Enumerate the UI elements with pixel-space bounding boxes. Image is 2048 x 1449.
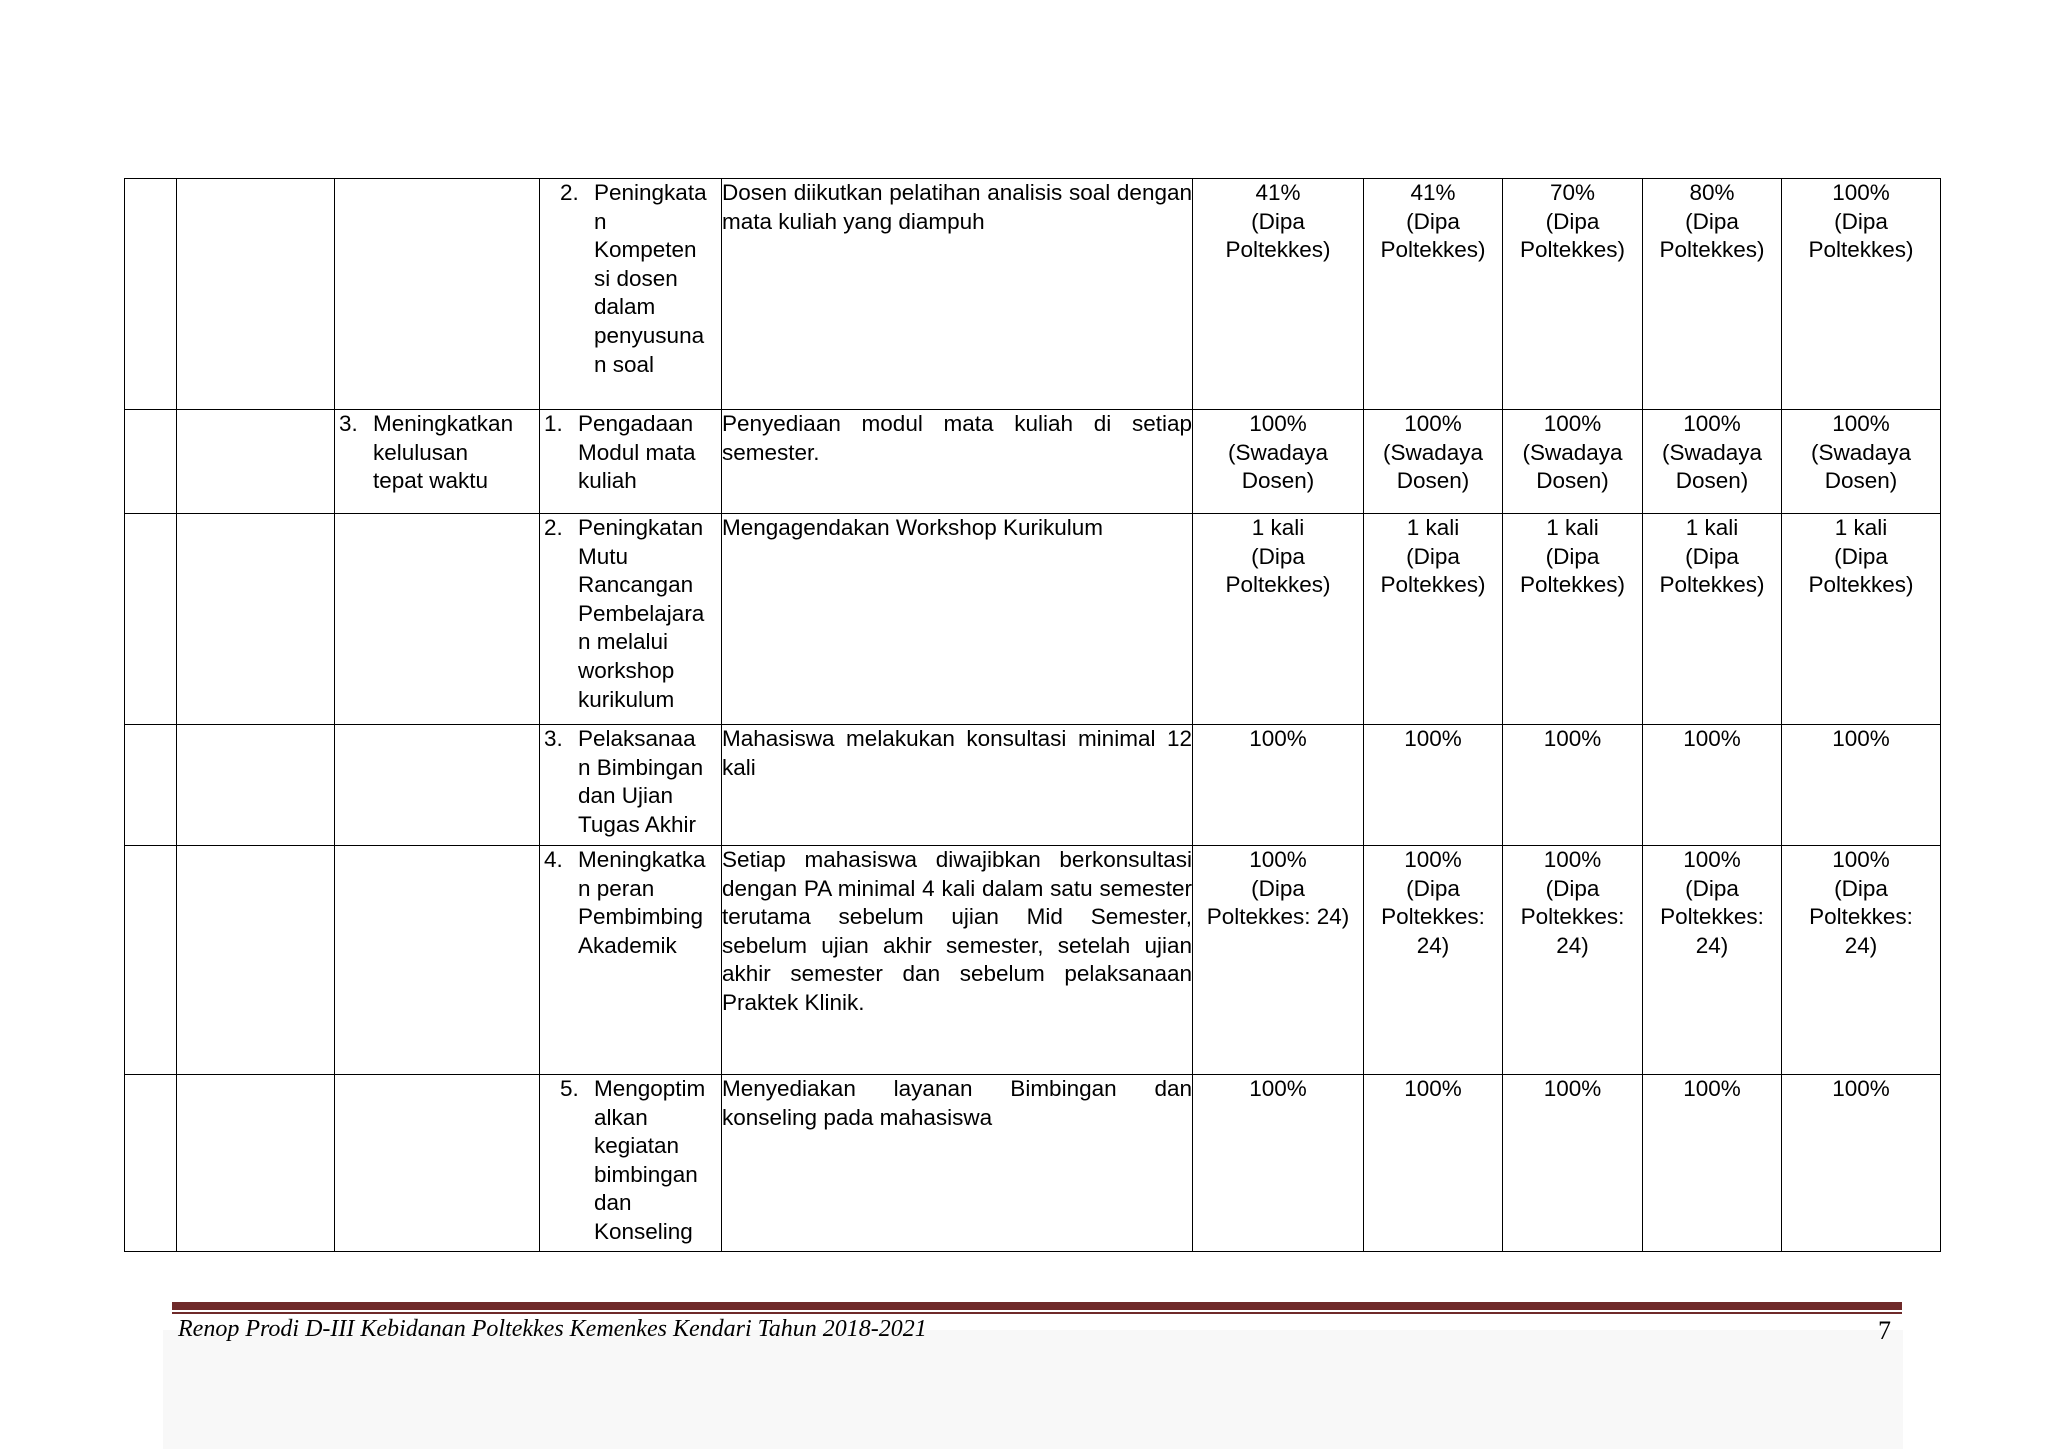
target-line: 100% bbox=[1683, 726, 1741, 751]
target-line: 24) bbox=[1695, 932, 1729, 958]
target-year-4-cell bbox=[1643, 410, 1782, 514]
target-line: Poltekkes: bbox=[1660, 904, 1764, 930]
program-text-line: Peningkata bbox=[594, 180, 707, 205]
program-text-line: Pelaksanaa bbox=[578, 726, 696, 751]
target-year-2-cell bbox=[1364, 514, 1503, 725]
target-year-1-cell bbox=[1193, 846, 1364, 1075]
footer-rule bbox=[172, 1302, 1902, 1310]
target-year-4-cell bbox=[1643, 514, 1782, 725]
target-line: 24) bbox=[1556, 932, 1589, 958]
target-year-3-cell bbox=[1503, 179, 1643, 410]
target-line: (Dipa bbox=[1834, 543, 1888, 569]
target-line: (Swadaya bbox=[1522, 439, 1623, 465]
program-text-line: n soal bbox=[594, 351, 655, 377]
target-line: 41% bbox=[1410, 180, 1456, 205]
target-line: 100% bbox=[1404, 847, 1462, 872]
program-text-line: kuliah bbox=[578, 468, 637, 494]
program-text-line: bimbingan bbox=[594, 1161, 698, 1187]
program-text-line: kegiatan bbox=[594, 1133, 680, 1159]
target-year-2-cell bbox=[1364, 179, 1503, 410]
target-line: 100% bbox=[1543, 1076, 1602, 1101]
program-text-line: Pembimbing bbox=[578, 904, 704, 930]
program-cell bbox=[540, 725, 722, 846]
target-line: 24) bbox=[1416, 932, 1450, 958]
no-cell bbox=[125, 514, 177, 725]
table-row bbox=[125, 846, 1941, 1075]
target-line: Poltekkes) bbox=[1519, 572, 1626, 598]
target-line: 100% bbox=[1832, 847, 1890, 872]
target-year-5-cell bbox=[1782, 846, 1941, 1075]
table-row bbox=[125, 410, 1941, 514]
program-text-line: kurikulum bbox=[578, 686, 675, 712]
no-cell bbox=[125, 179, 177, 410]
target-line: 100% bbox=[1249, 847, 1307, 872]
target-line: (Swadaya bbox=[1382, 439, 1484, 465]
target-year-3-cell bbox=[1503, 514, 1643, 725]
target-line: 100% bbox=[1404, 1076, 1462, 1101]
program-cell bbox=[540, 410, 722, 514]
program-text-line: Konseling bbox=[594, 1218, 693, 1244]
target-year-3-cell bbox=[1503, 1075, 1643, 1252]
target-line: Poltekkes) bbox=[1225, 237, 1331, 263]
target-line: Poltekkes) bbox=[1225, 572, 1331, 598]
target-line: 100% bbox=[1832, 180, 1890, 205]
target-line: (Dipa bbox=[1834, 208, 1888, 234]
target-line: 1 kali bbox=[1685, 515, 1739, 540]
target-line: 100% bbox=[1249, 726, 1307, 751]
target-line: (Dipa bbox=[1251, 543, 1305, 569]
target-line: 100% bbox=[1404, 411, 1462, 436]
activity-cell: Mengagendakan Workshop Kurikulum bbox=[722, 514, 1193, 725]
target-line: Dosen) bbox=[1824, 468, 1898, 494]
goal-cell bbox=[335, 514, 540, 725]
program-text-line: workshop bbox=[578, 657, 675, 683]
strategy-cell bbox=[177, 179, 335, 410]
target-year-1-cell bbox=[1193, 179, 1364, 410]
target-line: 100% bbox=[1832, 1076, 1890, 1101]
target-year-4-cell bbox=[1643, 1075, 1782, 1252]
target-line: (Dipa bbox=[1406, 208, 1460, 234]
target-year-4-cell bbox=[1643, 846, 1782, 1075]
target-year-2-cell bbox=[1364, 410, 1503, 514]
program-text-line: n melalui bbox=[578, 629, 669, 655]
program-text-line: Meningkatka bbox=[578, 847, 706, 872]
renop-table bbox=[124, 178, 1941, 1252]
program-text-line: Rancangan bbox=[578, 572, 694, 598]
no-cell bbox=[125, 725, 177, 846]
program-text-line: Pengadaan bbox=[578, 411, 694, 436]
target-year-5-cell bbox=[1782, 725, 1941, 846]
program-cell bbox=[540, 846, 722, 1075]
footer-text: Renop Prodi D-III Kebidanan Poltekkes Kemenkes Kendari Tahun 2018-2021 bbox=[178, 1316, 927, 1342]
target-line: Poltekkes: bbox=[1381, 904, 1485, 930]
program-text-line: si dosen bbox=[594, 265, 678, 291]
target-line: Dosen) bbox=[1536, 468, 1609, 494]
activity-cell: Menyediakan layanan Bimbingan dan konseling pada mahasiswa bbox=[722, 1075, 1193, 1252]
target-line: (Dipa bbox=[1545, 875, 1600, 901]
target-line: Poltekkes: bbox=[1809, 904, 1913, 930]
program-number: 4. bbox=[544, 847, 563, 872]
target-line: Dosen) bbox=[1396, 468, 1470, 494]
program-text-line: dan Ujian bbox=[578, 783, 674, 809]
program-text-line: Peningkatan bbox=[578, 515, 704, 540]
target-line: Poltekkes) bbox=[1808, 572, 1914, 598]
activity-cell: Setiap mahasiswa diwajibkan berkonsultasi dengan PA minimal 4 kali dalam satu semester terutama sebelum ujian Mid Semester, sebelum ujian akhir semester, setelah ujian akhir semester dan sebelum pelaksanaan Praktek Klinik. bbox=[722, 846, 1193, 1075]
program-number: 3. bbox=[544, 726, 563, 751]
program-text-line: dan bbox=[594, 1190, 632, 1216]
target-line: 100% bbox=[1543, 411, 1602, 436]
program-text-line: Akademik bbox=[578, 932, 677, 958]
program-number: 2. bbox=[560, 180, 579, 205]
target-line: 1 kali bbox=[1251, 515, 1305, 540]
program-text-line: n Bimbingan bbox=[578, 754, 704, 780]
program-text-line: Kompeten bbox=[594, 237, 697, 263]
target-year-4-cell bbox=[1643, 725, 1782, 846]
target-year-5-cell bbox=[1782, 1075, 1941, 1252]
target-year-3-cell bbox=[1503, 410, 1643, 514]
target-line: (Dipa bbox=[1545, 543, 1600, 569]
strategy-cell bbox=[177, 410, 335, 514]
target-line: 100% bbox=[1404, 726, 1462, 751]
target-line: (Dipa bbox=[1251, 208, 1305, 234]
target-line: Poltekkes) bbox=[1808, 237, 1914, 263]
program-text-line: penyusuna bbox=[594, 322, 705, 348]
program-number: 1. bbox=[544, 411, 563, 436]
target-line: Poltekkes: 24) bbox=[1206, 904, 1350, 930]
target-line: 1 kali bbox=[1406, 515, 1460, 540]
target-line: 100% bbox=[1683, 847, 1741, 872]
target-line: 1 kali bbox=[1834, 515, 1888, 540]
page-number: 7 bbox=[1878, 1316, 1891, 1345]
goal-cell bbox=[335, 725, 540, 846]
footer-rule-thin bbox=[172, 1312, 1902, 1314]
target-line: (Dipa bbox=[1834, 875, 1888, 901]
strategy-cell bbox=[177, 1075, 335, 1252]
program-text-line: Tugas Akhir bbox=[578, 811, 696, 837]
target-line: 1 kali bbox=[1546, 515, 1599, 540]
program-cell bbox=[540, 1075, 722, 1252]
target-year-2-cell bbox=[1364, 725, 1503, 846]
target-line: (Swadaya bbox=[1227, 439, 1329, 465]
strategy-cell bbox=[177, 514, 335, 725]
target-year-5-cell bbox=[1782, 410, 1941, 514]
target-year-1-cell bbox=[1193, 410, 1364, 514]
strategy-cell bbox=[177, 725, 335, 846]
target-line: (Dipa bbox=[1545, 208, 1600, 234]
activity-cell: Penyediaan modul mata kuliah di setiap semester. bbox=[722, 410, 1193, 514]
target-line: 70% bbox=[1549, 180, 1596, 205]
target-line: 100% bbox=[1543, 847, 1602, 872]
goal-number: 3. bbox=[339, 411, 358, 436]
target-year-4-cell bbox=[1643, 179, 1782, 410]
target-year-5-cell bbox=[1782, 514, 1941, 725]
target-line: Poltekkes) bbox=[1519, 237, 1626, 263]
program-text-line: n bbox=[594, 208, 607, 234]
table-row bbox=[125, 1075, 1941, 1252]
program-text-line: Mutu bbox=[578, 543, 629, 569]
target-line: (Swadaya bbox=[1661, 439, 1763, 465]
no-cell bbox=[125, 1075, 177, 1252]
goal-text-line: Meningkatkan bbox=[373, 411, 514, 436]
program-cell bbox=[540, 179, 722, 410]
target-line: 41% bbox=[1255, 180, 1301, 205]
target-line: 100% bbox=[1249, 411, 1307, 436]
target-year-2-cell bbox=[1364, 1075, 1503, 1252]
table-body bbox=[125, 179, 1941, 1252]
target-line: 80% bbox=[1689, 180, 1735, 205]
target-year-1-cell bbox=[1193, 725, 1364, 846]
target-year-1-cell bbox=[1193, 1075, 1364, 1252]
target-line: Poltekkes: bbox=[1520, 904, 1625, 930]
activity-cell: Mahasiswa melakukan konsultasi minimal 12 kali bbox=[722, 725, 1193, 846]
program-text-line: Mengoptim bbox=[594, 1076, 706, 1101]
target-line: Dosen) bbox=[1675, 468, 1749, 494]
program-text-line: alkan bbox=[594, 1104, 648, 1130]
target-line: Poltekkes) bbox=[1659, 237, 1765, 263]
target-year-3-cell bbox=[1503, 846, 1643, 1075]
goal-cell bbox=[335, 846, 540, 1075]
program-text-line: n peran bbox=[578, 875, 655, 901]
target-year-2-cell bbox=[1364, 846, 1503, 1075]
target-line: 100% bbox=[1543, 726, 1602, 751]
target-line: (Dipa bbox=[1406, 543, 1460, 569]
target-line: (Dipa bbox=[1406, 875, 1460, 901]
target-line: 100% bbox=[1832, 411, 1890, 436]
program-text-line: Pembelajara bbox=[578, 600, 705, 626]
target-line: 24) bbox=[1844, 932, 1878, 958]
target-line: (Dipa bbox=[1685, 208, 1739, 234]
no-cell bbox=[125, 846, 177, 1075]
page-shade bbox=[163, 1330, 1903, 1449]
table-row bbox=[125, 725, 1941, 846]
goal-cell bbox=[335, 179, 540, 410]
no-cell bbox=[125, 410, 177, 514]
goal-cell bbox=[335, 1075, 540, 1252]
goal-text-line: tepat waktu bbox=[373, 468, 489, 494]
target-line: (Dipa bbox=[1685, 543, 1739, 569]
target-line: (Swadaya bbox=[1810, 439, 1912, 465]
strategy-cell bbox=[177, 846, 335, 1075]
target-line: 100% bbox=[1683, 411, 1741, 436]
program-number: 2. bbox=[544, 515, 563, 540]
table-row bbox=[125, 179, 1941, 410]
target-year-5-cell bbox=[1782, 179, 1941, 410]
program-cell bbox=[540, 514, 722, 725]
target-line: (Dipa bbox=[1251, 875, 1305, 901]
target-line: 100% bbox=[1683, 1076, 1741, 1101]
target-year-3-cell bbox=[1503, 725, 1643, 846]
target-line: (Dipa bbox=[1685, 875, 1739, 901]
target-line: Poltekkes) bbox=[1380, 237, 1486, 263]
program-text-line: dalam bbox=[594, 294, 656, 320]
target-line: 100% bbox=[1249, 1076, 1307, 1101]
table-row bbox=[125, 514, 1941, 725]
target-line: 100% bbox=[1832, 726, 1890, 751]
program-text-line: Modul mata bbox=[578, 439, 696, 465]
target-year-1-cell bbox=[1193, 514, 1364, 725]
program-number: 5. bbox=[560, 1076, 579, 1101]
target-line: Dosen) bbox=[1241, 468, 1315, 494]
target-line: Poltekkes) bbox=[1380, 572, 1486, 598]
activity-cell: Dosen diikutkan pelatihan analisis soal dengan mata kuliah yang diampuh bbox=[722, 179, 1193, 410]
target-line: Poltekkes) bbox=[1659, 572, 1765, 598]
goal-text-line: kelulusan bbox=[373, 439, 469, 465]
goal-cell bbox=[335, 410, 540, 514]
